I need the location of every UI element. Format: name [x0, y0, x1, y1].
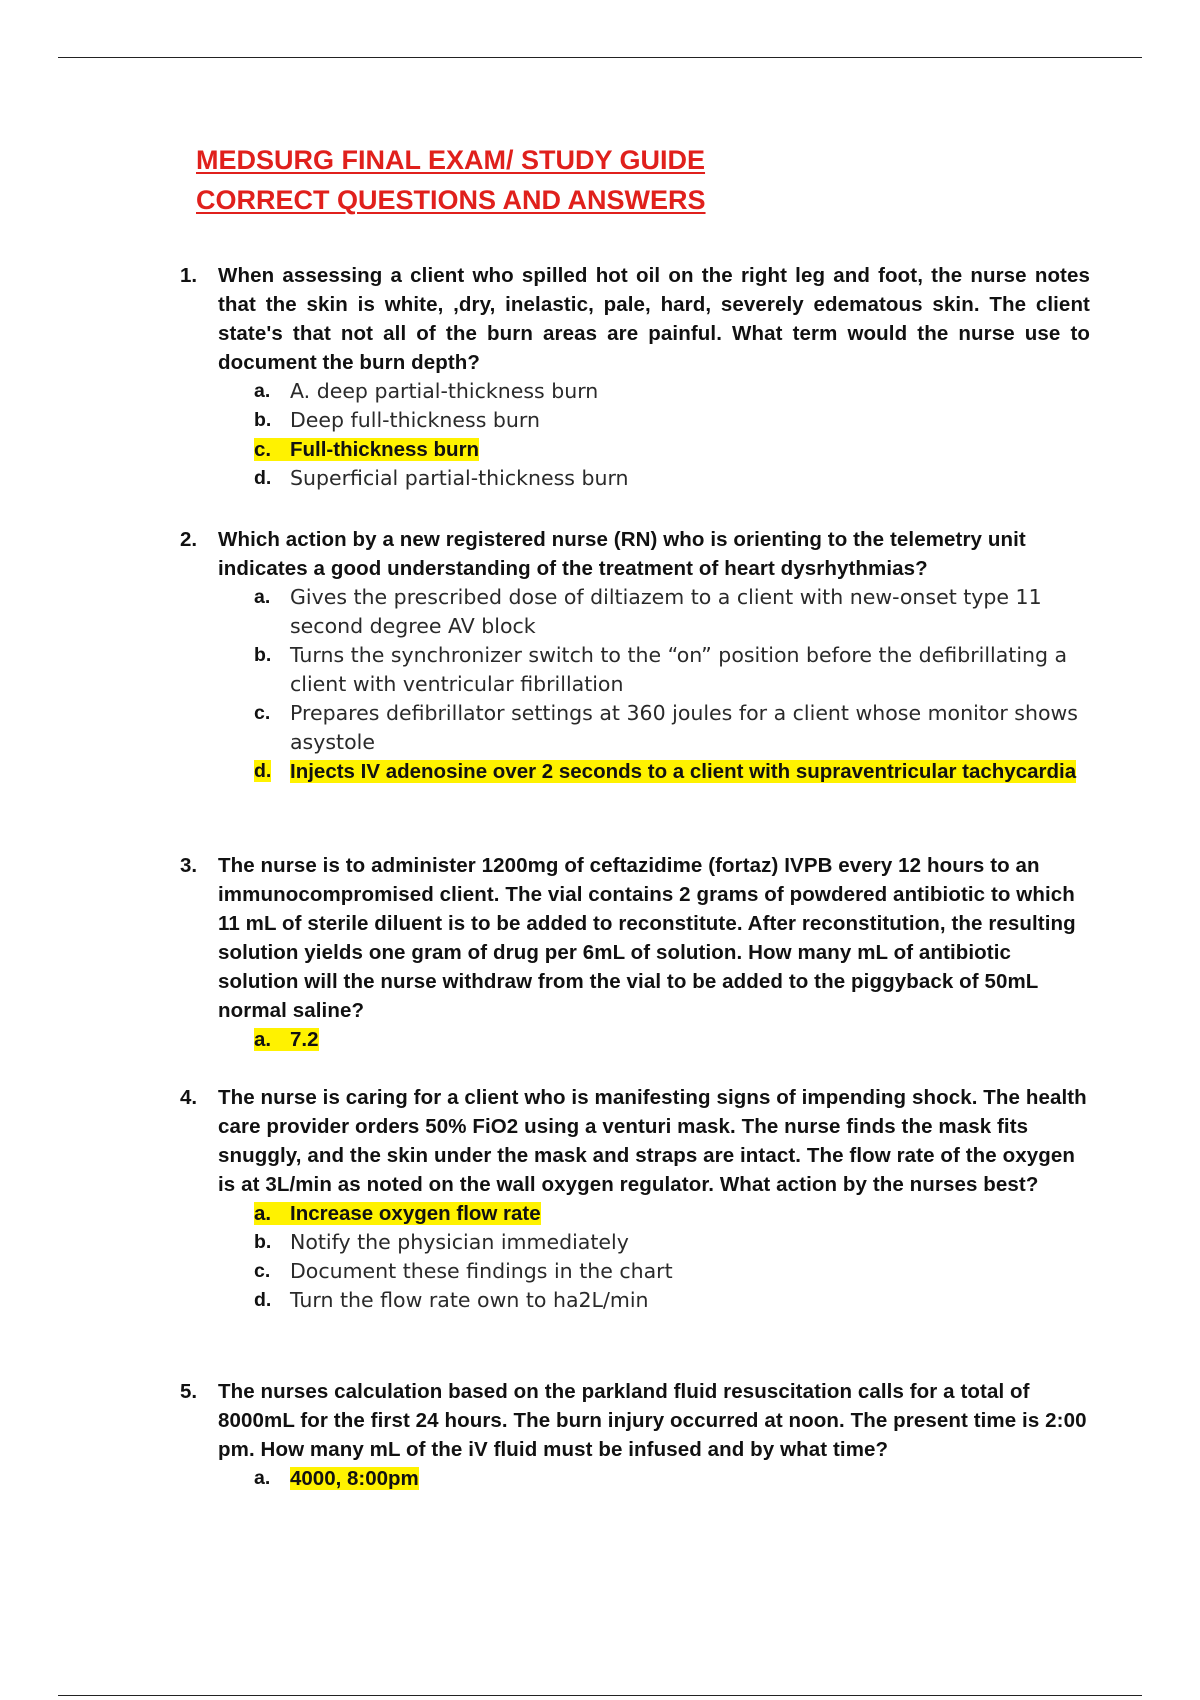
option-letter: a. — [254, 1202, 272, 1225]
question-text: When assessing a client who spilled hot oil on the right leg and foot, the nurse notes that the skin is white, ,dry, inelastic, pale, hard, severely edematous skin. The client state's that not all of the burn areas are painful. What term would the nurse use to document the burn depth? — [218, 264, 1090, 374]
question-text: The nurse is caring for a client who is manifesting signs of impending shock. The health care provider orders 50% FiO2 using a venturi mask. The nurse finds the mask fits snuggly, and the skin under the mask and straps are intact. The flow rate of the oxygen is at 3L/min as noted on the wall oxygen regulator. What action by the nurses best? — [218, 1086, 1087, 1196]
option-d — [254, 1286, 1090, 1315]
correct-answer-highlight — [254, 1028, 319, 1051]
question-text: Which action by a new registered nurse (RN) who is orienting to the telemetry unit indicates a good understanding of the treatment of heart dysrhythmias? — [218, 528, 1026, 580]
option-letter: a. — [254, 1467, 271, 1489]
option-a-correct — [254, 1025, 1090, 1054]
option-text: Gives the prescribed dose of diltiazem to a client with new-onset type 11 second degree AV block — [290, 585, 1042, 638]
bottom-rule — [58, 1695, 1142, 1696]
option-letter: b. — [254, 644, 272, 666]
title-line-2: CORRECT QUESTIONS AND ANSWERS — [196, 185, 706, 215]
question-text: The nurses calculation based on the parkland fluid resuscitation calls for a total of 8000mL for the first 24 hours. The burn injury occurred at noon. The present time is 2:00 pm. How many mL of the iV fluid must be infused and by what time? — [218, 1380, 1087, 1461]
option-letter: d. — [254, 760, 272, 782]
option-text: Full-thickness burn — [290, 438, 480, 461]
option-letter: c. — [254, 1260, 271, 1282]
correct-answer-highlight — [254, 438, 479, 461]
option-text: 4000, 8:00pm — [290, 1467, 419, 1490]
question-number: 2. — [180, 528, 198, 551]
option-text: Turn the flow rate own to ha2L/min — [290, 1288, 649, 1312]
option-b — [254, 1228, 1090, 1257]
correct-answer-highlight — [254, 1202, 541, 1225]
option-c-correct — [254, 435, 1090, 464]
option-letter: a. — [254, 586, 271, 608]
option-text: Notify the physician immediately — [290, 1230, 629, 1254]
question-2 — [180, 525, 1090, 786]
option-letter: d. — [254, 1289, 272, 1311]
option-a-correct — [254, 1464, 1090, 1493]
answer-options — [180, 583, 1090, 786]
answer-options — [180, 1025, 1090, 1054]
question-4 — [180, 1083, 1090, 1315]
option-letter: d. — [254, 467, 272, 489]
option-text: Document these findings in the chart — [290, 1259, 673, 1283]
option-a-correct — [254, 1199, 1090, 1228]
question-number: 1. — [180, 264, 198, 287]
document-title — [196, 140, 706, 220]
option-text: 7.2 — [290, 1028, 319, 1051]
option-d-correct — [254, 757, 1090, 786]
option-letter: c. — [254, 438, 272, 461]
question-3 — [180, 851, 1090, 1054]
option-d — [254, 464, 1090, 493]
option-b — [254, 406, 1090, 435]
question-number: 5. — [180, 1380, 198, 1403]
option-c — [254, 699, 1090, 757]
option-text: Deep full-thickness burn — [290, 408, 540, 432]
option-letter: c. — [254, 702, 271, 724]
question-number: 3. — [180, 854, 198, 877]
question-5 — [180, 1377, 1090, 1493]
option-text: Turns the synchronizer switch to the “on” position before the defibrillating a client with ventricular fibrillation — [290, 643, 1068, 696]
option-letter: a. — [254, 380, 271, 402]
option-c — [254, 1257, 1090, 1286]
option-letter: a. — [254, 1028, 272, 1051]
option-text: A. deep partial-thickness burn — [290, 379, 599, 403]
answer-options — [180, 377, 1090, 493]
answer-options — [180, 1199, 1090, 1315]
question-text: The nurse is to administer 1200mg of ceftazidime (fortaz) IVPB every 12 hours to an immunocompromised client. The vial contains 2 grams of powdered antibiotic to which 11 mL of sterile diluent is to be added to reconstitute. After reconstitution, the resulting solution yields one gram of drug per 6mL of solution. How many mL of antibiotic solution will the nurse withdraw from the vial to be added to the piggyback of 50mL normal saline? — [218, 854, 1076, 1022]
option-text: Prepares defibrillator settings at 360 joules for a client whose monitor shows asystole — [290, 701, 1078, 754]
title-line-1: MEDSURG FINAL EXAM/ STUDY GUIDE — [196, 145, 706, 175]
option-a — [254, 583, 1090, 641]
option-letter: b. — [254, 409, 272, 431]
option-a — [254, 377, 1090, 406]
answer-options — [180, 1464, 1090, 1493]
question-number: 4. — [180, 1086, 198, 1109]
top-rule — [58, 57, 1142, 58]
option-b — [254, 641, 1090, 699]
question-1 — [180, 261, 1090, 493]
option-text: Increase oxygen flow rate — [290, 1202, 541, 1225]
option-text: Injects IV adenosine over 2 seconds to a client with supraventricular tachycardia — [290, 760, 1077, 783]
option-text: Superficial partial-thickness burn — [290, 466, 629, 490]
option-letter: b. — [254, 1231, 272, 1253]
